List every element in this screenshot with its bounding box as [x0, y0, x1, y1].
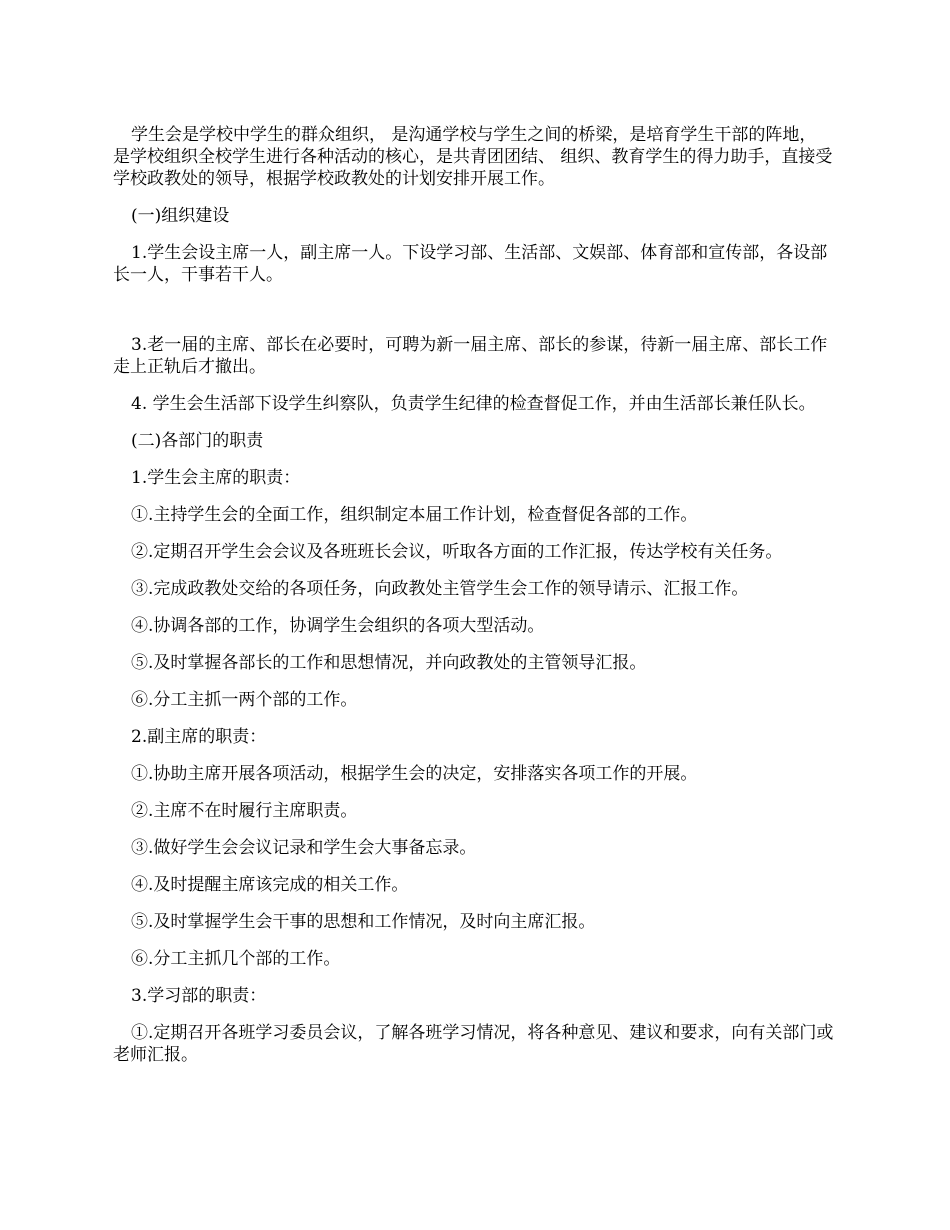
intro-paragraph: 学生会是学校中学生的群众组织， 是沟通学校与学生之间的桥梁，是培育学生干部的阵地， 是学校组织全校学生进行各种活动的核心，是共青团团结、 组织、教育学生的得力助手，直接受学校政教处的领导，根据学校政教处的计划安排开展工作。	[113, 125, 833, 189]
vice-chair-duty-item: ②.主席不在时履行主席职责。	[131, 801, 358, 821]
vice-chair-duty-item: ⑤.及时掌握学生会干事的思想和工作情况，及时向主席汇报。	[131, 912, 596, 932]
vice-chair-duty-item: ④.及时提醒主席该完成的相关工作。	[131, 875, 409, 895]
vice-chair-duties-heading: 2.副主席的职责：	[131, 727, 267, 747]
org-item-1: 1.学生会设主席一人，副主席一人。下设学习部、生活部、文娱部、体育部和宣传部，各设部长一人，干事若干人。	[113, 243, 828, 285]
chair-duty-item: ③.完成政教处交给的各项任务，向政教处主管学生会工作的领导请示、汇报工作。	[131, 579, 749, 599]
section-heading-duties: (二)各部门的职责	[131, 431, 264, 451]
section-heading-organization: (一)组织建设	[131, 206, 230, 226]
chair-duty-item: ⑥.分工主抓一两个部的工作。	[131, 690, 358, 710]
chair-duty-item: ①.主持学生会的全面工作，组织制定本届工作计划，检查督促各部的工作。	[131, 505, 698, 525]
chair-duty-item: ④.协调各部的工作，协调学生会组织的各项大型活动。	[131, 616, 545, 636]
chair-duty-item: ⑤.及时掌握各部长的工作和思想情况，并向政教处的主管领导汇报。	[131, 653, 647, 673]
org-item-3: 3.老一届的主席、部长在必要时，可聘为新一届主席、部长的参谋，待新一届主席、部长工作走上正轨后才撤出。	[113, 335, 828, 377]
chair-duties-heading: 1.学生会主席的职责：	[131, 468, 301, 488]
vice-chair-duty-item: ③.做好学生会会议记录和学生会大事备忘录。	[131, 838, 477, 858]
vice-chair-duty-item: ⑥.分工主抓几个部的工作。	[131, 949, 341, 969]
blank-gap	[113, 301, 838, 334]
vice-chair-duty-item: ①.协助主席开展各项活动，根据学生会的决定，安排落实各项工作的开展。	[131, 764, 698, 784]
study-dept-duty-item: ①.定期召开各班学习委员会议，了解各班学习情况，将各种意见、建议和要求，向有关部门或老师汇报。	[113, 1023, 834, 1065]
org-item-4: 4. 学生会生活部下设学生纠察队，负责学生纪律的检查督促工作，并由生活部长兼任队长。	[131, 394, 816, 414]
chair-duty-item: ②.定期召开学生会会议及各班班长会议，听取各方面的工作汇报，传达学校有关任务。	[131, 542, 783, 562]
study-dept-duties-heading: 3.学习部的职责：	[131, 986, 267, 1006]
document-page	[113, 124, 838, 1081]
